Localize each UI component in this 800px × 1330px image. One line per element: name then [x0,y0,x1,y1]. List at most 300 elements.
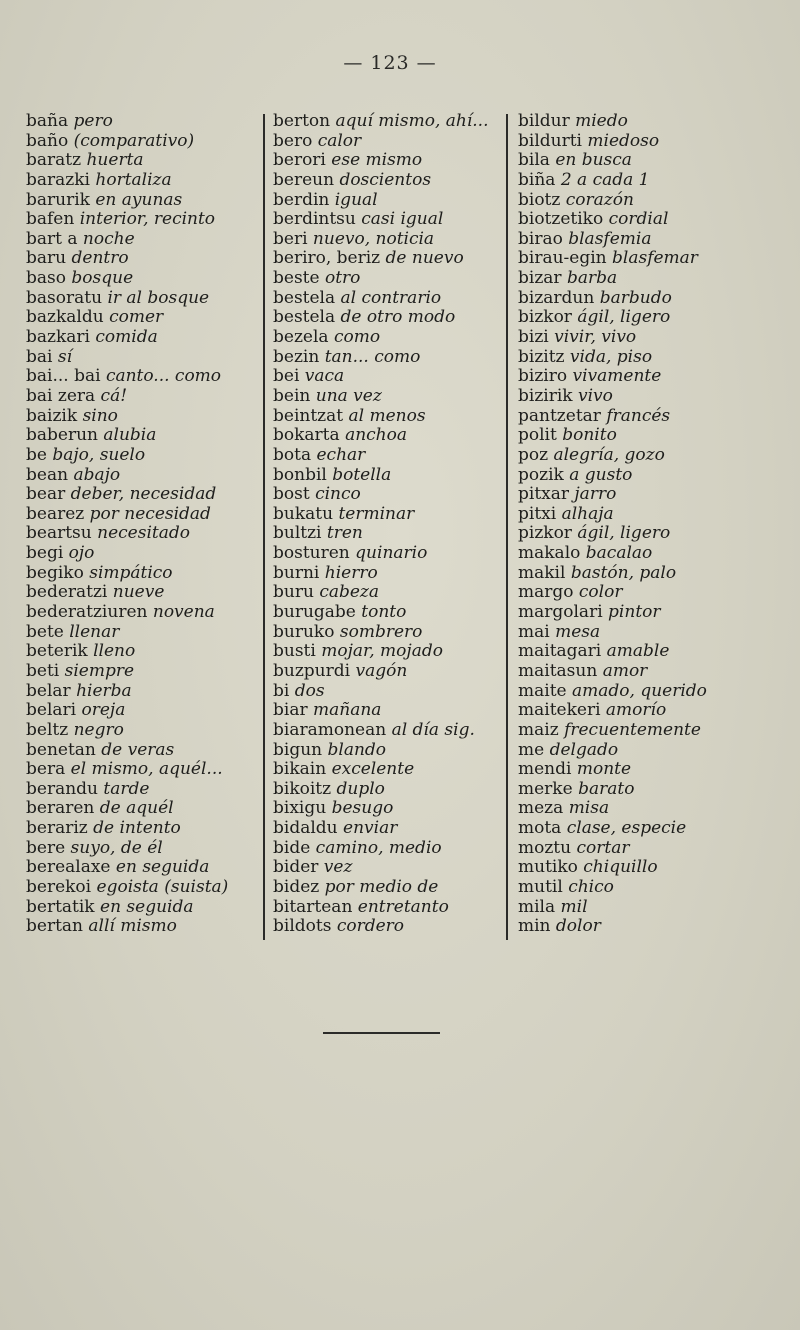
glossary-entry [518,191,758,211]
basque-term: bero [273,130,313,151]
glossary-entry [518,348,758,368]
glossary-entry [273,623,505,643]
spanish-meaning: casi igual [361,209,444,230]
glossary-entry [26,308,262,328]
spanish-meaning: noche [82,228,135,249]
spanish-meaning: hortaliza [95,169,172,190]
glossary-entry [518,328,758,348]
spanish-meaning: cinco [315,484,361,505]
basque-term: berton [273,111,331,131]
basque-term: bitartean [273,896,353,917]
spanish-meaning: a gusto [569,464,633,485]
spanish-meaning: deber, necesidad [70,484,217,505]
basque-term: baño [26,130,69,151]
spanish-meaning: camino, medio [315,837,442,858]
spanish-meaning: en busca [555,150,632,171]
glossary-entry [518,544,758,564]
basque-term: bildots [273,916,332,937]
spanish-meaning: de nuevo [385,248,464,269]
glossary-entry [273,446,505,466]
spanish-meaning: por necesidad [89,503,211,524]
spanish-meaning: en ayunas [95,189,183,210]
spanish-meaning: novena [152,602,215,623]
glossary-entry [26,269,262,289]
spanish-meaning: llenar [69,621,120,642]
spanish-meaning: mañana [313,700,382,721]
spanish-meaning: vagón [355,660,408,681]
spanish-meaning: ágil, ligero [577,307,671,328]
basque-term: biotzetiko [518,209,604,230]
glossary-entry [518,289,758,309]
basque-term: bokarta [273,425,340,446]
glossary-entry [518,230,758,250]
spanish-meaning: botella [332,464,392,485]
basque-term: buzpurdi [273,660,351,681]
basque-term: bein [273,385,311,406]
basque-term: birao [518,228,563,249]
basque-term: bazkaldu [26,307,104,328]
glossary-entry [273,524,505,544]
glossary-entry [26,466,262,486]
glossary-entry [26,230,262,250]
spanish-meaning: sombrero [339,621,423,642]
basque-term: barazki [26,169,90,190]
glossary-entry [273,544,505,564]
glossary-entry [518,741,758,761]
spanish-meaning: quinario [355,543,428,564]
spanish-meaning: interior, recinto [79,209,216,230]
glossary-entry [273,662,505,682]
spanish-meaning: una vez [315,385,382,406]
basque-term: min [518,916,551,937]
spanish-meaning: al día sig. [391,719,475,740]
spanish-meaning: de veras [101,739,175,760]
glossary-entry [26,544,262,564]
basque-term: buru [273,582,314,603]
end-rule [323,1032,440,1034]
spanish-meaning: vez [323,857,353,878]
glossary-entry [273,564,505,584]
basque-term: bizi [518,327,549,348]
basque-term: bizitz [518,346,565,367]
basque-term: bildur [518,111,570,131]
basque-term: maite [518,680,567,701]
basque-term: bean [26,464,69,485]
glossary-entry [273,289,505,309]
glossary-entry [26,191,262,211]
spanish-meaning: canto... como [105,366,222,387]
spanish-meaning: vivamente [572,366,662,387]
spanish-meaning: comer [109,307,164,328]
spanish-meaning: como [333,327,381,348]
glossary-entry [273,210,505,230]
spanish-meaning: excelente [331,759,415,780]
glossary-entry [26,603,262,623]
basque-term: belar [26,680,71,701]
spanish-meaning: vivir, vivo [554,327,637,348]
spanish-meaning: dentro [71,248,129,269]
spanish-meaning: al menos [348,405,426,426]
spanish-meaning: vida, piso [569,346,653,367]
basque-term: belari [26,700,77,721]
glossary-entry [273,112,505,132]
glossary-entry [26,858,262,878]
spanish-meaning: barato [578,778,635,799]
basque-term: bizkor [518,307,572,328]
basque-term: bezela [273,327,329,348]
basque-term: maitagari [518,641,602,662]
glossary-entry [26,505,262,525]
glossary-entry [518,132,758,152]
glossary-entry [518,662,758,682]
glossary-entry [26,151,262,171]
basque-term: maiz [518,719,559,740]
basque-term: bixigu [273,798,327,819]
glossary-entry [26,446,262,466]
glossary-entry [273,603,505,623]
glossary-entry [273,367,505,387]
basque-term: meza [518,798,564,819]
basque-term: baratz [26,150,82,171]
glossary-entry [273,760,505,780]
basque-term: busti [273,641,316,662]
glossary-entry [26,210,262,230]
spanish-meaning: de aquél [99,798,174,819]
spanish-meaning: cordero [336,916,405,937]
glossary-entry [26,132,262,152]
glossary-entry [273,642,505,662]
glossary-entry [26,564,262,584]
spanish-meaning: besugo [331,798,394,819]
glossary-entry [518,701,758,721]
spanish-meaning: vivo [577,385,613,406]
spanish-meaning: echar [316,444,366,465]
basque-term: berealaxe [26,857,111,878]
spanish-meaning: clase, especie [566,818,687,839]
spanish-meaning: barbudo [599,287,672,308]
basque-term: biotz [518,189,561,210]
basque-term: bai zera [26,385,96,406]
basque-term: beri [273,228,308,249]
spanish-meaning: (comparativo) [73,130,195,151]
glossary-entry [273,485,505,505]
glossary-entry [518,583,758,603]
glossary-entry [273,466,505,486]
basque-term: bigun [273,739,323,760]
basque-term: bearez [26,503,85,524]
basque-term: birau-egin [518,248,607,269]
basque-term: mutil [518,876,563,897]
spanish-meaning: negro [73,719,124,740]
basque-term: bizirik [518,385,573,406]
basque-term: bafen [26,209,75,230]
basque-term: bete [26,621,64,642]
glossary-entry [26,348,262,368]
basque-term: bi [273,680,290,701]
spanish-meaning: hierro [324,562,378,583]
glossary-entry [273,741,505,761]
spanish-meaning: miedo [575,111,628,131]
spanish-meaning: de intento [93,818,181,839]
glossary-entry [273,151,505,171]
spanish-meaning: corazón [565,189,634,210]
glossary-entry [518,898,758,918]
basque-term: polit [518,425,557,446]
spanish-meaning: en seguida [115,857,210,878]
spanish-meaning: cabeza [319,582,380,603]
glossary-entry [518,446,758,466]
basque-term: beintzat [273,405,344,426]
glossary-entry [518,367,758,387]
basque-term: baizik [26,405,78,426]
basque-term: pizkor [518,523,572,544]
spanish-meaning: vaca [304,366,345,387]
basque-term: pozik [518,464,564,485]
basque-term: biaramonean [273,719,387,740]
basque-term: barurik [26,189,90,210]
glossary-entry [518,269,758,289]
basque-term: bikoitz [273,778,332,799]
spanish-meaning: abajo [73,464,121,485]
spanish-meaning: mojar, mojado [321,641,443,662]
glossary-entry [273,348,505,368]
basque-term: bultzi [273,523,322,544]
spanish-meaning: nueve [112,582,165,603]
basque-term: biar [273,700,308,721]
spanish-meaning: duplo [336,778,385,799]
glossary-entry [273,839,505,859]
spanish-meaning: alhaja [561,503,614,524]
spanish-meaning: otro [324,268,361,289]
glossary-entry [518,407,758,427]
spanish-meaning: ese mismo [331,150,423,171]
glossary-entry [518,308,758,328]
glossary-entry [518,426,758,446]
glossary-entry [273,721,505,741]
glossary-entry [26,367,262,387]
spanish-meaning: misa [568,798,610,819]
spanish-meaning: cá! [100,385,128,406]
spanish-meaning: por medio de [324,876,439,897]
basque-term: makalo [518,543,581,564]
basque-term: mutiko [518,857,578,878]
spanish-meaning: miedoso [587,130,660,151]
basque-term: bila [518,150,550,171]
glossary-entry [26,583,262,603]
spanish-meaning: enviar [343,818,398,839]
basque-term: bosturen [273,543,350,564]
spanish-meaning: doscientos [339,169,432,190]
glossary-entry [26,878,262,898]
glossary-entry [518,780,758,800]
spanish-meaning: francés [606,405,671,426]
spanish-meaning: cordial [608,209,669,230]
basque-term: moztu [518,837,572,858]
spanish-meaning: blando [327,739,387,760]
glossary-entry [273,682,505,702]
spanish-meaning: bonito [562,425,617,446]
basque-term: berdin [273,189,330,210]
basque-term: bai... bai [26,366,101,387]
basque-term: berariz [26,818,88,839]
glossary-entry [26,249,262,269]
basque-term: basoratu [26,287,103,308]
spanish-meaning: monte [576,759,632,780]
spanish-meaning: oreja [81,700,126,721]
basque-term: bider [273,857,319,878]
basque-term: me [518,739,545,760]
glossary-entry [273,407,505,427]
glossary-entry [273,387,505,407]
glossary-column-3 [518,112,758,937]
basque-term: bai [26,346,53,367]
glossary-entry [273,583,505,603]
spanish-meaning: frecuentemente [564,719,701,740]
basque-term: beraren [26,798,95,819]
glossary-entry [26,387,262,407]
spanish-meaning: lleno [93,641,136,662]
glossary-entry [273,171,505,191]
spanish-meaning: dos [294,680,325,701]
glossary-column-1 [26,112,262,937]
spanish-meaning: siempre [64,660,135,681]
glossary-entry [518,760,758,780]
glossary-entry [273,701,505,721]
basque-term: beti [26,660,60,681]
spanish-meaning: alubia [103,425,157,446]
basque-term: benetan [26,739,96,760]
basque-term: bart a [26,228,78,249]
glossary-entry [518,524,758,544]
glossary-entry [518,112,758,132]
glossary-entry [273,917,505,937]
basque-term: baso [26,268,66,289]
basque-term: bidaldu [273,818,338,839]
glossary-entry [26,819,262,839]
glossary-entry [518,819,758,839]
glossary-entry [518,151,758,171]
basque-term: maitekeri [518,700,601,721]
glossary-entry [273,132,505,152]
basque-term: pitxi [518,503,557,524]
spanish-meaning: bacalao [585,543,653,564]
glossary-entry [518,249,758,269]
spanish-meaning: jarro [574,484,617,505]
spanish-meaning: en seguida [100,896,194,917]
glossary-entry [518,839,758,859]
spanish-meaning: dolor [555,916,601,937]
basque-term: bear [26,484,66,505]
basque-term: bederatzi [26,582,108,603]
column-divider [263,114,265,940]
spanish-meaning: tan... como [324,346,421,367]
basque-term: bildurti [518,130,582,151]
basque-term: beste [273,268,320,289]
basque-term: beltz [26,719,69,740]
glossary-entry [518,603,758,623]
glossary-entry [273,898,505,918]
glossary-entry [273,249,505,269]
basque-term: merke [518,778,573,799]
spanish-meaning: de otro modo [340,307,456,328]
spanish-meaning: ojo [68,543,95,564]
basque-term: bere [26,837,66,858]
spanish-meaning: ágil, ligero [577,523,671,544]
glossary-entry [26,839,262,859]
glossary-entry [26,741,262,761]
glossary-entry [26,426,262,446]
glossary-entry [518,799,758,819]
glossary-entry [518,171,758,191]
glossary-entry [273,878,505,898]
glossary-entry [273,191,505,211]
basque-term: berandu [26,778,98,799]
glossary-entry [518,721,758,741]
spanish-meaning: hierba [76,680,132,701]
column-divider [506,114,508,940]
spanish-meaning: tren [326,523,363,544]
glossary-entry [273,328,505,348]
glossary-entry [26,799,262,819]
basque-term: bertatik [26,896,95,917]
glossary-entry [518,387,758,407]
glossary-entry [273,505,505,525]
spanish-meaning: color [578,582,623,603]
spanish-meaning: amable [606,641,670,662]
spanish-meaning: egoista (suista) [96,876,229,897]
spanish-meaning: aquí mismo, ahí... [335,111,489,131]
basque-term: bizardun [518,287,595,308]
spanish-meaning: chico [568,876,614,897]
spanish-meaning: 2 a cada 1 [560,169,650,190]
glossary-entry [26,760,262,780]
glossary-entry [26,662,262,682]
glossary-entry [518,858,758,878]
spanish-meaning: calor [317,130,362,151]
glossary-entry [26,485,262,505]
basque-term: berdintsu [273,209,356,230]
glossary-entry [26,898,262,918]
basque-term: bizar [518,268,562,289]
glossary-entry [26,917,262,937]
basque-term: beterik [26,641,88,662]
glossary-entry [26,289,262,309]
spanish-meaning: mil [560,896,588,917]
spanish-meaning: blasfemar [612,248,698,269]
spanish-meaning: amor [602,660,648,681]
spanish-meaning: bastón, palo [570,562,677,583]
basque-term: bonbil [273,464,327,485]
spanish-meaning: suyo, de él [70,837,163,858]
basque-term: berekoi [26,876,92,897]
basque-term: bazkari [26,327,90,348]
glossary-entry [518,917,758,937]
glossary-entry [518,466,758,486]
glossary-entry [26,407,262,427]
glossary-entry [518,564,758,584]
spanish-meaning: nuevo, noticia [312,228,435,249]
glossary-entry [518,642,758,662]
spanish-meaning: amado, querido [572,680,707,701]
basque-term: margo [518,582,574,603]
glossary-entry [26,171,262,191]
spanish-meaning: allí mismo [88,916,177,937]
basque-term: makil [518,562,566,583]
basque-term: bezin [273,346,320,367]
basque-term: begi [26,543,64,564]
basque-term: burni [273,562,320,583]
glossary-entry [26,642,262,662]
